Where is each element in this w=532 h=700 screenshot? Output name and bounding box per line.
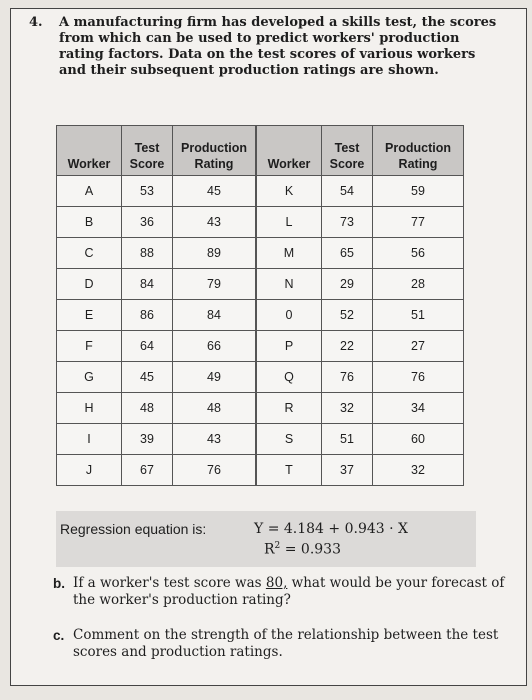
question-4	[29, 15, 499, 79]
cell-test-score-2: 32	[322, 393, 373, 424]
part-b-text	[73, 575, 513, 609]
cell-worker-2: K	[256, 176, 322, 207]
table-row	[57, 424, 464, 455]
part-c-text: Comment on the strength of the relationship between the test scores and production ratings.	[73, 627, 499, 660]
cell-production-rating: 66	[173, 331, 257, 362]
cell-worker: B	[57, 207, 122, 238]
cell-production-rating-2: 56	[373, 238, 464, 269]
cell-worker: A	[57, 176, 122, 207]
r-squared: $R^2 = 0.933$	[264, 541, 341, 558]
cell-production-rating: 45	[173, 176, 257, 207]
cell-production-rating: 48	[173, 393, 257, 424]
cell-test-score-2: 22	[322, 331, 373, 362]
cell-worker: H	[57, 393, 122, 424]
cell-test-score: 48	[122, 393, 173, 424]
cell-test-score-2: 65	[322, 238, 373, 269]
table-row	[57, 393, 464, 424]
table-row	[57, 176, 464, 207]
table-row	[57, 207, 464, 238]
cell-worker: G	[57, 362, 122, 393]
cell-worker-2: S	[256, 424, 322, 455]
cell-worker-2: Q	[256, 362, 322, 393]
header-test-score: Test Score	[122, 126, 173, 176]
cell-worker-2: R	[256, 393, 322, 424]
cell-production-rating: 49	[173, 362, 257, 393]
cell-worker-2: P	[256, 331, 322, 362]
question-text: A manufacturing firm has developed a skills test, the scores from which can be used to predict workers' production rating factors. Data on the test scores of various workers and their subsequent production ratings are shown.	[59, 15, 497, 78]
regression-label: Regression equation is:	[60, 521, 207, 537]
cell-worker-2: N	[256, 269, 322, 300]
cell-production-rating-2: 28	[373, 269, 464, 300]
part-b	[53, 575, 513, 609]
cell-worker-2: 0	[256, 300, 322, 331]
header-production-rating: Production Rating	[173, 126, 257, 176]
cell-test-score: 36	[122, 207, 173, 238]
r-squared-value: = 0.933	[284, 541, 341, 558]
cell-production-rating-2: 32	[373, 455, 464, 486]
cell-production-rating: 43	[173, 207, 257, 238]
cell-worker: F	[57, 331, 122, 362]
cell-worker-2: T	[256, 455, 322, 486]
part-b-score: 80,	[265, 575, 288, 591]
table-row	[57, 238, 464, 269]
header-test-score-2: Test Score	[322, 126, 373, 176]
regression-equation: Y = 4.184 + 0.943 · X	[254, 521, 408, 537]
cell-test-score-2: 54	[322, 176, 373, 207]
regression-box	[56, 511, 476, 567]
part-c	[53, 627, 513, 661]
question-number: 4.	[29, 15, 43, 30]
cell-test-score: 86	[122, 300, 173, 331]
cell-test-score: 39	[122, 424, 173, 455]
header-worker: Worker	[57, 126, 122, 176]
cell-test-score-2: 51	[322, 424, 373, 455]
cell-production-rating: 76	[173, 455, 257, 486]
cell-production-rating-2: 60	[373, 424, 464, 455]
table-row	[57, 331, 464, 362]
header-production-rating-2: Production Rating	[373, 126, 464, 176]
cell-production-rating-2: 27	[373, 331, 464, 362]
cell-test-score: 88	[122, 238, 173, 269]
table-header-row	[57, 126, 464, 176]
cell-worker: I	[57, 424, 122, 455]
cell-worker: D	[57, 269, 122, 300]
cell-worker: C	[57, 238, 122, 269]
part-b-text-before: If a worker's test score was	[73, 575, 266, 591]
cell-test-score-2: 29	[322, 269, 373, 300]
cell-test-score-2: 73	[322, 207, 373, 238]
cell-worker-2: L	[256, 207, 322, 238]
table-row	[57, 362, 464, 393]
part-b-letter: b.	[53, 576, 65, 591]
cell-production-rating-2: 34	[373, 393, 464, 424]
cell-production-rating: 89	[173, 238, 257, 269]
r-squared-label: R	[264, 541, 275, 558]
cell-production-rating-2: 51	[373, 300, 464, 331]
table-row	[57, 300, 464, 331]
cell-production-rating-2: 76	[373, 362, 464, 393]
cell-production-rating: 79	[173, 269, 257, 300]
cell-worker: J	[57, 455, 122, 486]
table-row	[57, 455, 464, 486]
data-table	[56, 125, 464, 486]
cell-production-rating-2: 77	[373, 207, 464, 238]
cell-test-score-2: 52	[322, 300, 373, 331]
cell-production-rating-2: 59	[373, 176, 464, 207]
cell-test-score-2: 76	[322, 362, 373, 393]
cell-test-score: 64	[122, 331, 173, 362]
part-c-letter: c.	[53, 628, 65, 643]
table-row	[57, 269, 464, 300]
cell-test-score: 45	[122, 362, 173, 393]
cell-test-score-2: 37	[322, 455, 373, 486]
cell-worker: E	[57, 300, 122, 331]
cell-test-score: 67	[122, 455, 173, 486]
cell-production-rating: 43	[173, 424, 257, 455]
cell-production-rating: 84	[173, 300, 257, 331]
table-body	[57, 176, 464, 486]
cell-worker-2: M	[256, 238, 322, 269]
part-b-text-after: what would be your forecast of the worker's production rating?	[73, 575, 505, 608]
header-worker-2: Worker	[256, 126, 322, 176]
cell-test-score: 84	[122, 269, 173, 300]
worksheet-page	[10, 8, 527, 686]
cell-test-score: 53	[122, 176, 173, 207]
